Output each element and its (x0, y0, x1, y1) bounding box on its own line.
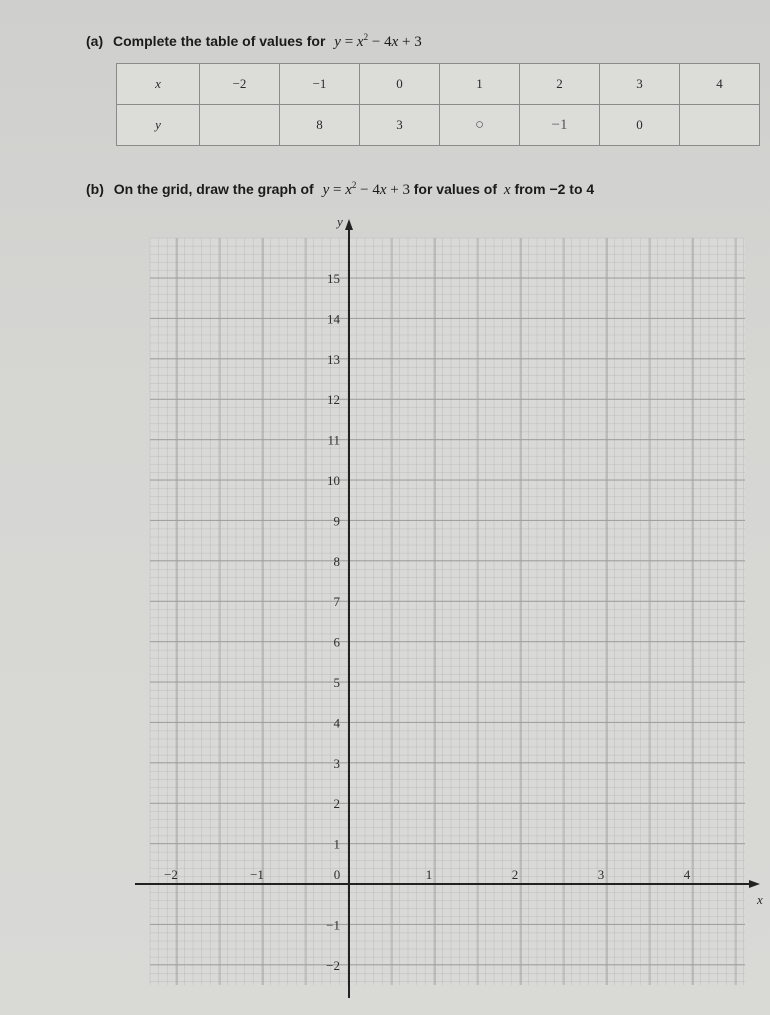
eq-four: 4 (384, 34, 392, 50)
eq-three: 3 (402, 182, 410, 198)
y-tick-label: 1 (333, 836, 340, 852)
table-cell-x: 1 (440, 64, 520, 105)
table-cell-y[interactable]: 0 (600, 105, 680, 146)
minor-gridlines (150, 238, 745, 985)
y-tick-label: −2 (326, 957, 340, 973)
y-tick-label: 6 (333, 634, 340, 650)
eq-x: x (356, 34, 364, 50)
question-a-text: Complete the table of values for (113, 33, 326, 49)
x-axis-label: x (757, 892, 763, 907)
table-header-x: x (117, 64, 200, 105)
x-tick-label: −2 (164, 867, 178, 882)
table-cell-x: 0 (360, 64, 440, 105)
y-tick-label: 3 (333, 755, 340, 771)
y-tick-label: 15 (327, 271, 340, 286)
table-cell-x: −1 (280, 64, 360, 105)
x-tick-label: 0 (333, 867, 341, 882)
eq-equals: = (332, 182, 342, 198)
x-tick-label: 3 (597, 867, 605, 882)
table-cell-y[interactable]: −1 (520, 105, 600, 146)
eq-four: 4 (372, 182, 380, 198)
y-tick-label: 4 (333, 715, 340, 731)
eq-x: x (345, 182, 352, 198)
y-tick-label: 11 (327, 432, 340, 448)
table-header-y: y (117, 105, 200, 146)
y-axis-label: y (337, 214, 343, 229)
eq-three: 3 (414, 34, 422, 50)
table-cell-x: 2 (520, 64, 600, 105)
grid-background (150, 238, 745, 985)
table-cell-x: 4 (680, 64, 760, 105)
y-tick-label: −1 (326, 917, 340, 933)
y-tick-label: 13 (327, 351, 340, 367)
x-tick-label: 1 (425, 867, 433, 882)
eq-y: y (334, 34, 341, 50)
question-b-text: On the grid, draw the graph of (113, 181, 314, 197)
question-a-label: (a) (86, 33, 104, 49)
eq-plus: + (390, 182, 399, 198)
y-tick-label: 8 (333, 553, 340, 569)
x-tick-label: −1 (250, 867, 264, 882)
x-tick-label: 2 (511, 867, 519, 882)
eq-power: 2 (363, 32, 369, 42)
table-cell-y[interactable]: ○ (440, 105, 520, 146)
eq-equals: = (344, 34, 354, 50)
y-tick-label: 14 (327, 311, 340, 327)
table-cell-x: 3 (600, 64, 680, 105)
x-tick-label: 4 (683, 867, 691, 882)
y-tick-label: 2 (333, 796, 340, 812)
eq-plus: + (401, 34, 411, 50)
question-b-range: from −2 to 4 (514, 181, 595, 197)
y-tick-label: 10 (327, 473, 340, 488)
question-b-text-post: for values of (413, 181, 497, 197)
y-tick-label: 7 (333, 594, 340, 610)
eq-y: y (322, 182, 330, 198)
x-axis-arrow (749, 880, 760, 888)
eq-x2: x (379, 182, 387, 198)
table-cell-x: −2 (200, 64, 280, 105)
y-tick-label: 5 (333, 675, 340, 690)
question-b-label: (b) (86, 181, 104, 197)
eq-minus: − (371, 34, 381, 50)
eq-x2: x (391, 34, 399, 50)
y-tick-label: 9 (333, 513, 340, 529)
y-tick-label: 12 (327, 392, 340, 408)
question-b-var-x: x (503, 182, 511, 198)
eq-minus: − (360, 182, 369, 198)
table-cell-y[interactable]: 3 (360, 105, 440, 146)
table-cell-y[interactable]: 8 (280, 105, 360, 146)
eq-power: 2 (351, 180, 357, 190)
y-axis-arrow (345, 219, 353, 230)
